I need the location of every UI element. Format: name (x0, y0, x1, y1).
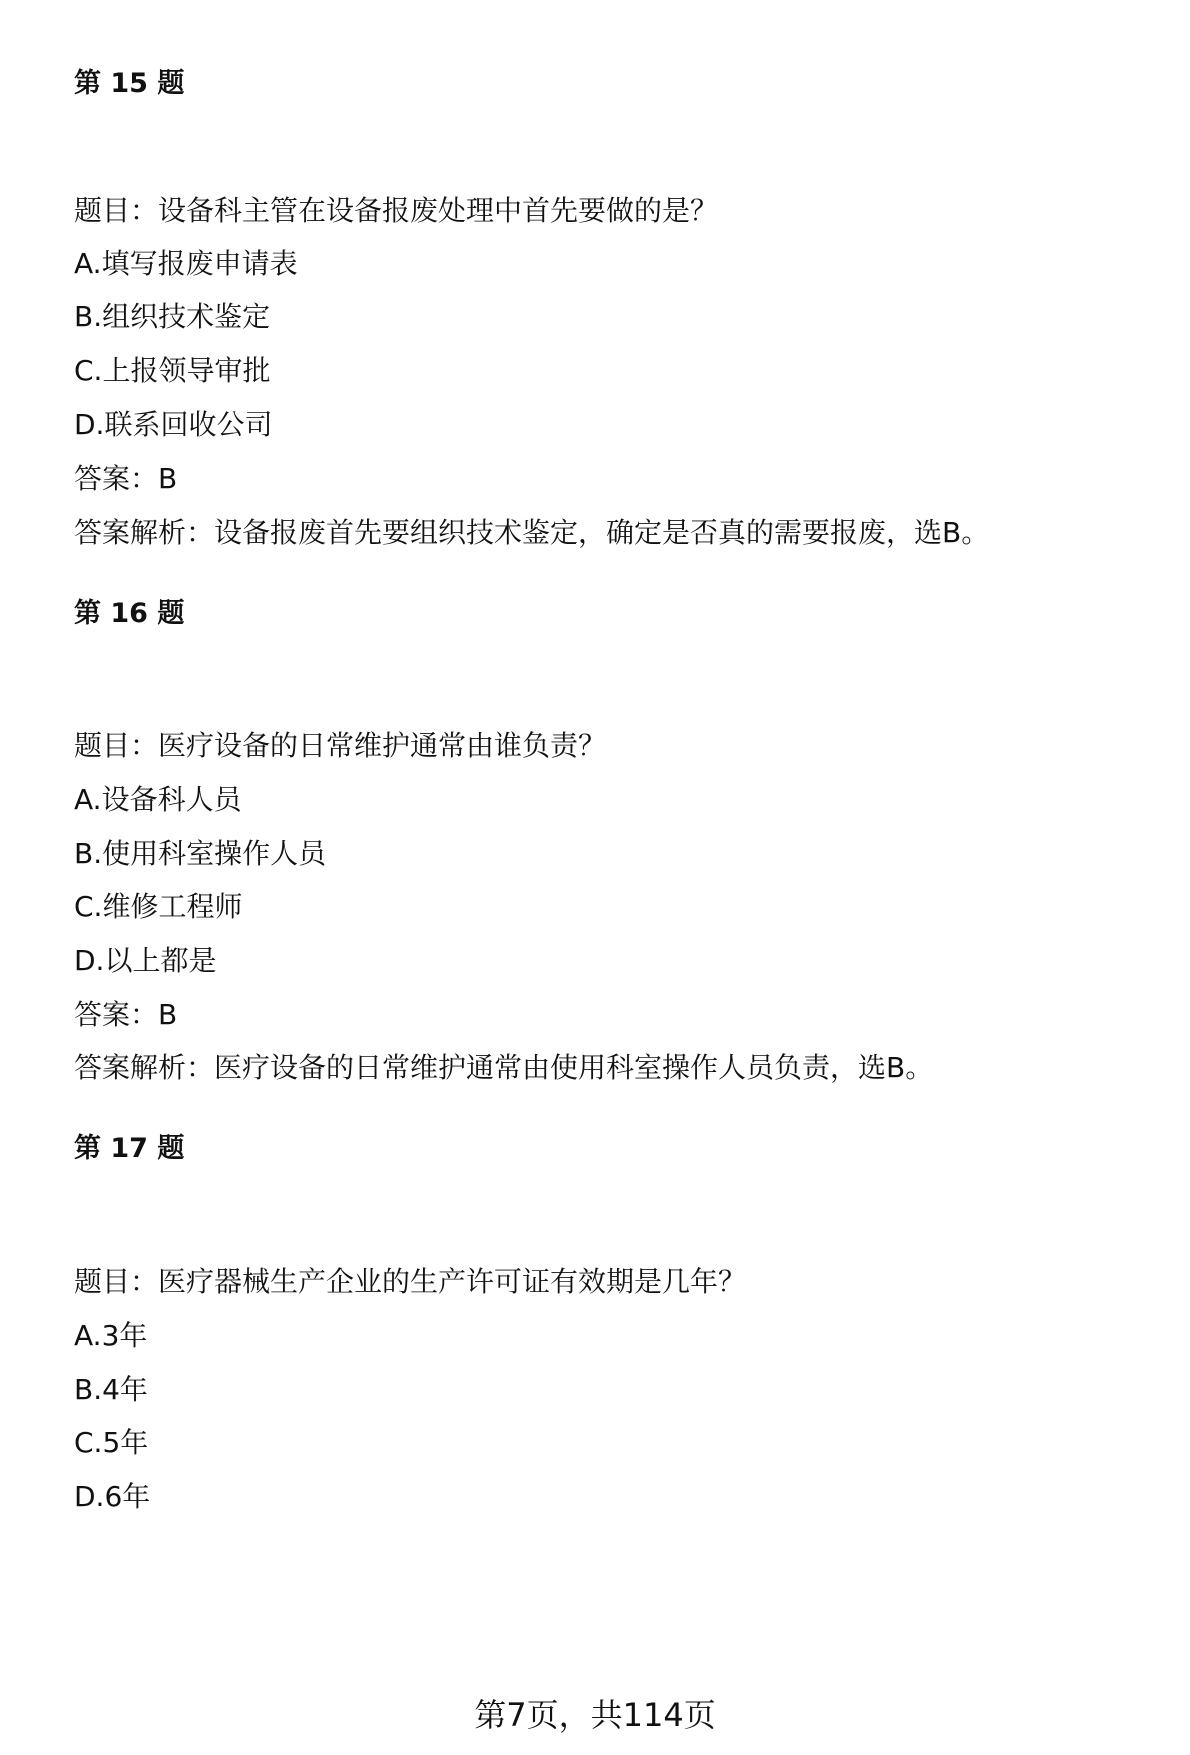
option-c: C.维修工程师 (74, 890, 243, 923)
question-text: 题目：设备科主管在设备报废处理中首先要做的是？ (74, 194, 719, 227)
option-d: D.联系回收公司 (74, 408, 273, 441)
question-heading: 第 15 题 (74, 68, 185, 99)
answer-analysis: 答案解析：设备报废首先要组织技术鉴定，确定是否真的需要报废，选B。 (74, 516, 990, 549)
option-b: B.组织技术鉴定 (74, 300, 271, 333)
answer-analysis: 答案解析：医疗设备的日常维护通常由使用科室操作人员负责，选B。 (74, 1051, 934, 1084)
page-number-footer: 第7页，共114页 (474, 1696, 716, 1734)
option-d: D.6年 (74, 1480, 151, 1513)
option-a: A.设备科人员 (74, 783, 242, 816)
question-heading: 第 16 题 (74, 598, 185, 629)
question-text: 题目：医疗设备的日常维护通常由谁负责？ (74, 729, 607, 762)
option-b: B.4年 (74, 1373, 148, 1406)
question-heading: 第 17 题 (74, 1133, 185, 1164)
option-c: C.5年 (74, 1426, 149, 1459)
answer-text: 答案：B (74, 998, 178, 1031)
question-text: 题目：医疗器械生产企业的生产许可证有效期是几年？ (74, 1265, 747, 1298)
option-a: A.填写报废申请表 (74, 247, 298, 280)
option-b: B.使用科室操作人员 (74, 837, 327, 870)
option-a: A.3年 (74, 1319, 148, 1352)
answer-text: 答案：B (74, 462, 178, 495)
option-c: C.上报领导审批 (74, 354, 271, 387)
option-d: D.以上都是 (74, 944, 217, 977)
